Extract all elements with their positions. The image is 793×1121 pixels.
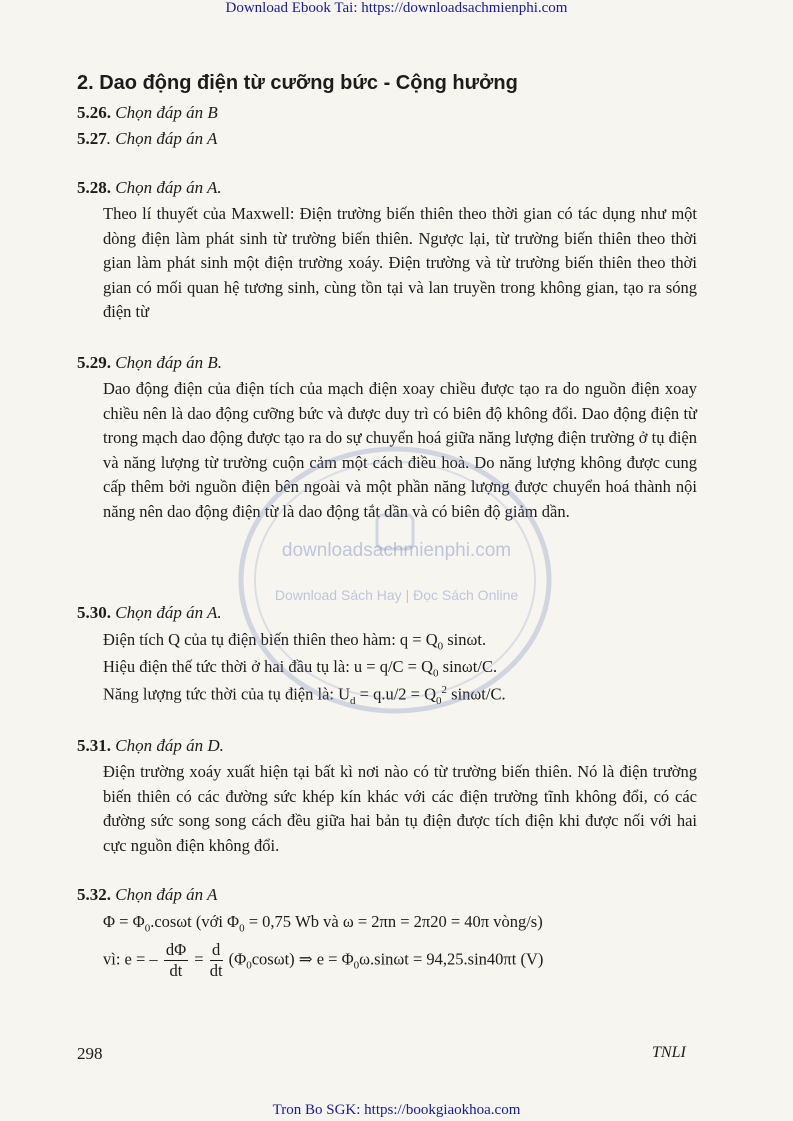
footer-code: TNLI [652,1044,686,1061]
answer-label: Chọn đáp án B [115,103,218,122]
watermark-tagline: Download Sách Hay | Đọc Sách Online [274,587,519,603]
explanation-5-28: Theo lí thuyết của Maxwell: Điện trường biến thiên theo thời gian có tác dụng như một dòng điện làm phát sinh từ trường biến thiên. Ngược lại, từ trường biến thiên theo thời gian làm phát sinh một điện trường xoáy. Điện trường và từ trường biến thiên theo thời gian có mối quan hệ tương sinh, cùng tồn tại và lan truyền trong không gian, tạo ra sóng điện từ [103,204,697,321]
emf-equation-line: vì: e = – $\frac{d\Phi}{dt}$ = $\frac{d}{dt}$ $(\Phi_0\cos\omega t)$ ⇒ $e = \Phi_0\omega.\sin\omega t = 94,25.\sin 40\pi t$ (V) [103,940,544,980]
watermark-site: downloadsachmienphi.com [281,540,512,561]
charge-equation-line: Điện tích Q của tụ điện biến thiên theo hàm: $q = Q_0$ sinωt. [103,630,487,653]
question-number: 5.32. [77,885,111,904]
question-5-30 [77,603,222,623]
question-number: 5.29. [77,353,111,372]
answer-label: Chọn đáp án A [115,885,218,904]
section-title: 2. Dao động điện từ cưỡng bức - Cộng hưởng [77,72,518,94]
answer-label: Chọn đáp án A. [115,178,222,197]
watermark-logo-icon [237,445,553,715]
header-download-link[interactable]: Download Ebook Tai: https://downloadsachmienphi.com [225,0,568,16]
question-5-26 [77,103,218,123]
flux-equation-line: $\Phi = \Phi_0.\cos\omega t$ (với $\Phi_0 = 0,75$ Wb và ω = 2πn = 2π20 = 40π vòng/s) [103,912,543,935]
question-number: 5.26. [77,103,111,122]
question-number: 5.28. [77,178,111,197]
footer-download-link[interactable]: Tron Bo SGK: https://bookgiaokhoa.com [272,1102,521,1118]
question-number: 5.27 [77,129,107,148]
question-5-28 [77,178,222,198]
answer-label: . Chọn đáp án A [106,129,218,148]
fraction-d-dt: $\frac{d}{dt}$ [209,940,223,980]
explanation-5-29: Dao động điện của điện tích của mạch điện xoay chiều được tạo ra do nguồn điện xoay chiều nên là dao động cưỡng bức và được duy trì có biên độ không đổi. Dao động điện từ trong mạch dao động được tạo ra do sự chuyển hoá giữa năng lượng điện trường ở tụ điện và năng lượng từ trường cuộn cảm một cách điều hoà. Do năng lượng không được cung cấp thêm bởi nguồn điện bên ngoài và một phần năng lượng được chuyển hoá thành nội năng nên dao động điện từ là dao động tắt dần và có biên độ giảm dần. [103,379,697,521]
question-5-27 [77,129,217,149]
question-5-31 [77,736,224,756]
page-number: 298 [77,1044,103,1063]
question-number: 5.30. [77,603,111,622]
voltage-equation-line: Hiệu điện thế tức thời ở hai đầu tụ là: $u = q/C = Q_0$ sinωt/C. [103,657,498,680]
answer-label: Chọn đáp án A. [115,603,222,622]
answer-label: Chọn đáp án B. [115,353,222,372]
question-5-32 [77,885,217,905]
explanation-5-31: Điện trường xoáy xuất hiện tại bất kì nơi nào có từ trường biến thiên. Nó là điện trường biến thiên có các đường sức khép kín khác với các điện trường tĩnh không đổi, có các đường sức song song cách đều giữa hai bản tụ điện được tích điện khi được nối với hai cực nguồn điện không đổi. [103,762,697,855]
question-5-29 [77,353,222,373]
fraction-dphi-dt: $\frac{d\Phi}{dt}$ [165,940,187,980]
question-number: 5.31. [77,736,111,755]
energy-equation-line: Năng lượng tức thời của tụ điện là: $U_d = q.u/2 = Q_0^2$ sinωt/C. [103,684,506,707]
answer-label: Chọn đáp án D. [115,736,224,755]
